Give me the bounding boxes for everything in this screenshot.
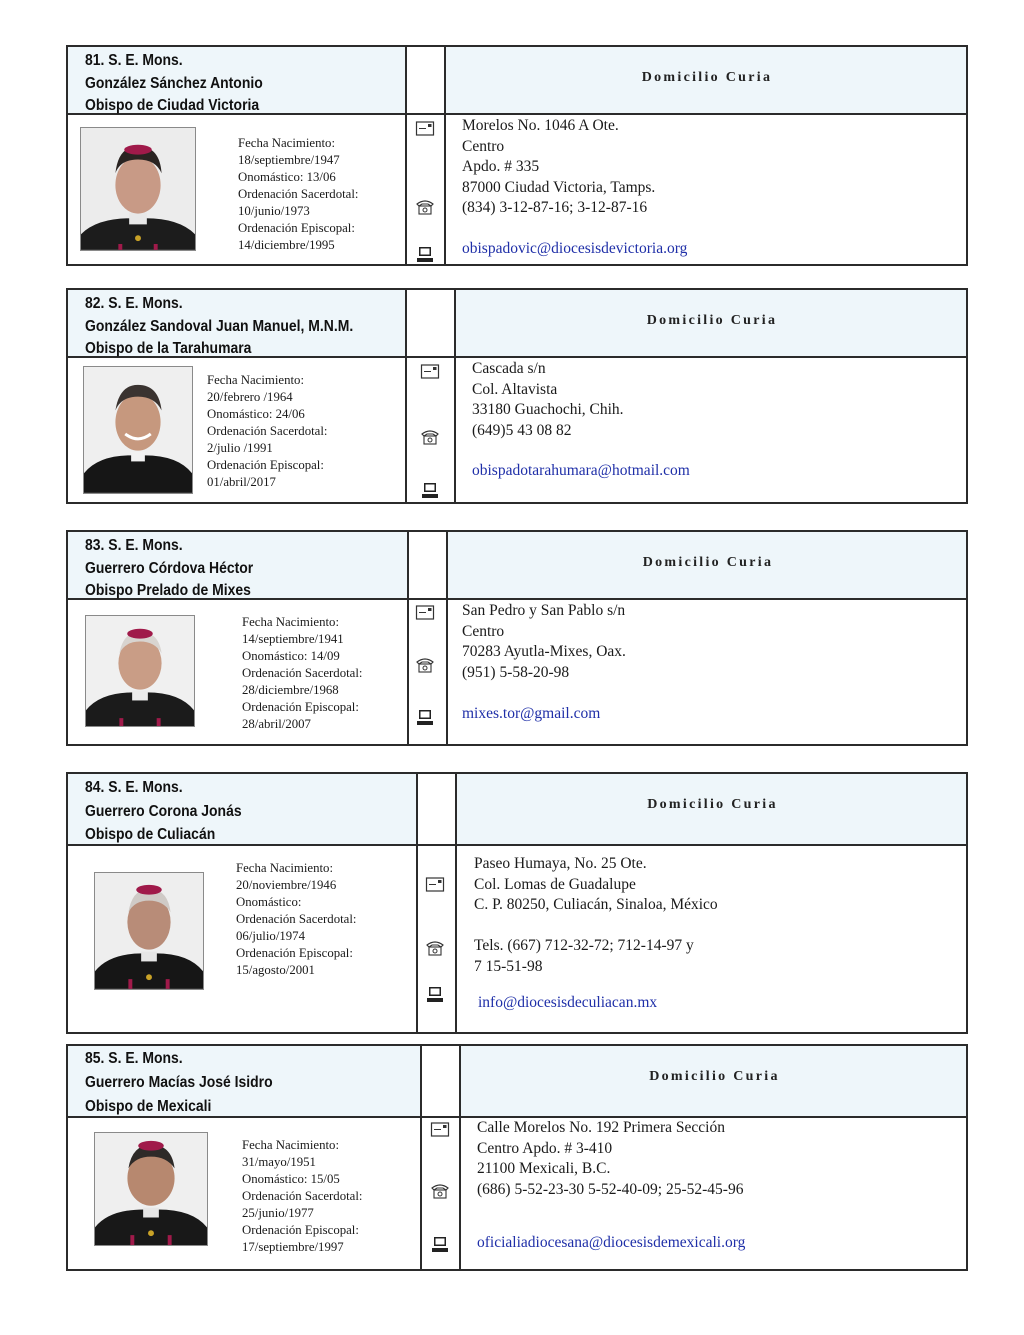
address-line: 70283 Ayutla-Mixes, Oax. [462,643,626,660]
phone-numbers: 7 15-51-98 [474,957,543,975]
bishop-heading [85,1047,273,1119]
phone-icon [430,1182,450,1200]
onomastic: Onomástico: [236,895,302,909]
bishop-see: Obispo de Mexicali [85,1098,212,1115]
phone-icon [415,656,435,674]
computer-icon [415,246,435,264]
bishop-name: Guerrero Córdova Héctor [85,559,254,577]
priest-ordination-date: 06/julio/1974 [236,929,305,943]
bishop-photo [80,127,196,251]
episcopal-ordination-label: Ordenación Episcopal: [207,458,324,472]
computer-icon [430,1236,450,1254]
birth-date: 31/mayo/1951 [242,1155,316,1169]
episcopal-ordination-date: 01/abril/2017 [207,475,276,489]
episcopal-ordination-label: Ordenación Episcopal: [242,700,359,714]
episcopal-ordination-date: 17/septiembre/1997 [242,1240,344,1254]
bishop-see: Obispo de Culiacán [85,826,216,843]
priest-ordination-label: Ordenación Sacerdotal: [236,912,357,926]
episcopal-ordination-date: 28/abril/2007 [242,717,311,731]
address-line: Calle Morelos No. 192 Primera Sección [477,1119,725,1136]
address-line: Centro [462,622,505,640]
curia-heading: Domicilio Curia [649,1069,780,1084]
bishop-name: González Sandoval Juan Manuel, M.N.M. [85,317,354,335]
mail-icon [415,604,435,622]
bishop-see: Obispo de Ciudad Victoria [85,97,260,114]
curia-heading: Domicilio Curia [642,555,774,570]
phone-numbers: (834) 3-12-87-16; 3-12-87-16 [462,199,648,216]
computer-icon [420,482,440,500]
bishop-see: Obispo Prelado de Mixes [85,582,251,599]
priest-ordination-label: Ordenación Sacerdotal: [242,666,363,680]
birth-label: Fecha Nacimiento: [242,1138,340,1152]
onomastic: Onomástico: 15/05 [242,1172,340,1186]
email-link[interactable]: oficialiadiocesana@diocesisdemexicali.org [477,1234,746,1251]
bishop-photo [83,366,193,494]
address-line: Morelos No. 1046 A Ote. [462,117,619,134]
episcopal-ordination-label: Ordenación Episcopal: [238,221,355,235]
priest-ordination-date: 10/junio/1973 [238,204,310,218]
birth-label: Fecha Nacimiento: [207,373,305,387]
mail-icon [425,876,445,894]
computer-icon [415,709,435,727]
bishop-heading [85,535,253,603]
phone-numbers: (951) 5-58-20-98 [462,663,570,681]
bishop-entry-82 [66,288,968,504]
bishop-heading [85,776,242,847]
phone-numbers: (649)5 43 08 82 [472,421,572,439]
phone-icon [425,939,445,957]
onomastic: Onomástico: 13/06 [238,170,336,184]
bishop-name: Guerrero Corona Jonás [85,802,242,820]
address-line: Paseo Humaya, No. 25 Ote. [474,855,647,872]
curia-heading: Domicilio Curia [641,70,773,85]
entry-title: 85. S. E. Mons. [85,1050,183,1067]
onomastic: Onomástico: 14/09 [242,649,340,663]
bishop-photo [85,615,195,727]
address-line: C. P. 80250, Culiacán, Sinaloa, México [474,896,718,913]
address-line: Apdo. # 335 [462,158,540,175]
bishop-entry-85 [66,1044,968,1271]
priest-ordination-date: 28/diciembre/1968 [242,683,339,697]
entry-title: 84. S. E. Mons. [85,779,183,796]
episcopal-ordination-date: 15/agosto/2001 [236,963,315,977]
priest-ordination-label: Ordenación Sacerdotal: [242,1189,363,1203]
email-link[interactable]: info@diocesisdeculiacan.mx [478,994,658,1011]
bishop-entry-81 [66,45,968,266]
episcopal-ordination-label: Ordenación Episcopal: [236,946,353,960]
email-link[interactable]: obispadotarahumara@hotmail.com [472,462,690,479]
birth-label: Fecha Nacimiento: [238,136,336,150]
mail-icon [420,363,440,381]
curia-heading: Domicilio Curia [646,313,778,328]
entry-title: 82. S. E. Mons. [85,295,183,312]
address-line: 21100 Mexicali, B.C. [477,1160,611,1177]
priest-ordination-label: Ordenación Sacerdotal: [238,187,359,201]
mail-icon [430,1121,450,1139]
birth-label: Fecha Nacimiento: [236,861,334,875]
curia-heading: Domicilio Curia [647,797,778,812]
bishop-photo [94,872,204,990]
priest-ordination-label: Ordenación Sacerdotal: [207,424,328,438]
mail-icon [415,120,435,138]
address-spacer [474,916,718,937]
birth-label: Fecha Nacimiento: [242,615,340,629]
bishop-name: Guerrero Macías José Isidro [85,1074,273,1091]
address-line: San Pedro y San Pablo s/n [462,602,626,619]
priest-ordination-date: 2/julio /1991 [207,441,273,455]
email-link[interactable]: obispadovic@diocesisdevictoria.org [462,240,688,257]
phone-numbers: (686) 5-52-23-30 5-52-40-09; 25-52-45-96 [477,1180,744,1198]
address-line: 33180 Guachochi, Chih. [472,401,624,418]
bishop-see: Obispo de la Tarahumara [85,340,252,357]
entry-title: 81. S. E. Mons. [85,52,183,69]
bishop-entry-83 [66,530,968,746]
birth-date: 20/noviembre/1946 [236,878,337,892]
phone-numbers: Tels. (667) 712-32-72; 712-14-97 y [474,937,694,954]
address-line: Col. Altavista [472,380,558,398]
birth-date: 14/septiembre/1941 [242,632,344,646]
onomastic: Onomástico: 24/06 [207,407,305,421]
episcopal-ordination-date: 14/diciembre/1995 [238,238,335,252]
birth-date: 20/febrero /1964 [207,390,293,404]
episcopal-ordination-label: Ordenación Episcopal: [242,1223,359,1237]
phone-icon [420,428,440,446]
address-line: 87000 Ciudad Victoria, Tamps. [462,178,656,196]
address-line: Cascada s/n [472,360,546,377]
entry-title: 83. S. E. Mons. [85,537,183,554]
computer-icon [425,986,445,1004]
bishop-heading [85,50,263,118]
bishop-entry-84 [66,772,968,1034]
address-line: Col. Lomas de Guadalupe [474,875,636,893]
email-link[interactable]: mixes.tor@gmail.com [462,705,601,722]
phone-icon [415,198,435,216]
address-line: Centro Apdo. # 3-410 [477,1139,613,1157]
bishop-name: González Sánchez Antonio [85,74,263,92]
bishop-photo [94,1132,208,1246]
priest-ordination-date: 25/junio/1977 [242,1206,314,1220]
bishop-heading [85,293,353,361]
address-line: Centro [462,137,505,155]
birth-date: 18/septiembre/1947 [238,153,340,167]
